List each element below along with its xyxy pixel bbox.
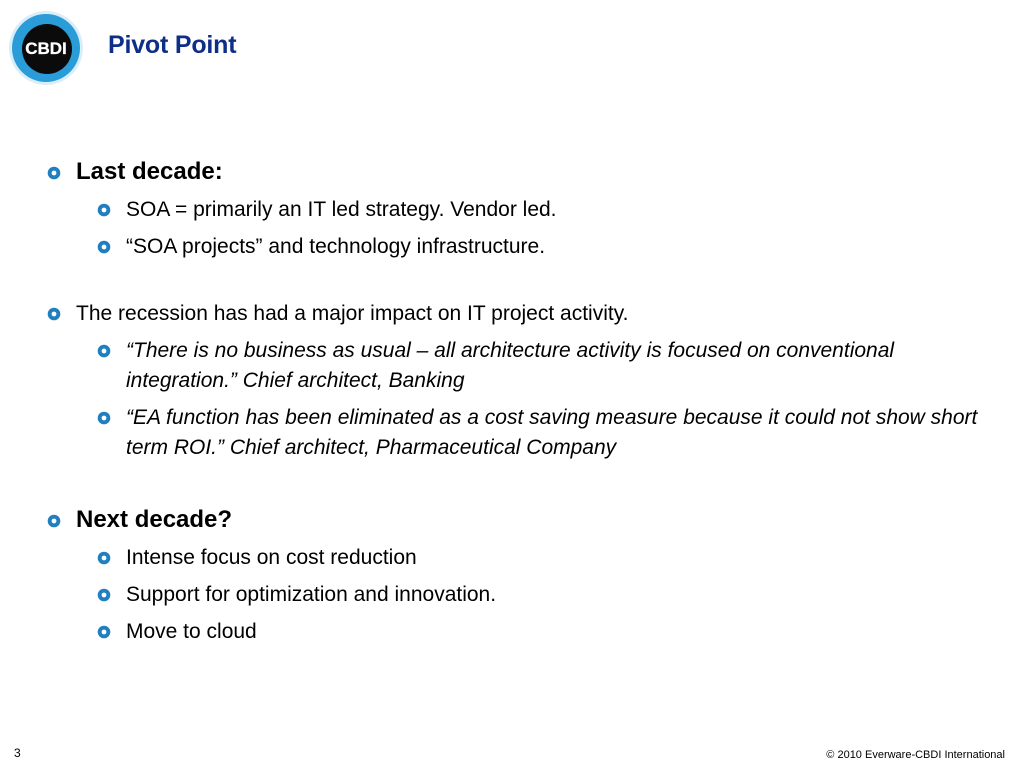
page-number: 3 [14,746,21,760]
bullet-icon [97,551,111,565]
bullet-item: “SOA projects” and technology infrastructure. [126,235,546,258]
quote-item: “There is no business as usual – all architecture activity is focused on conventional integration.” Chief architect, Banking [126,339,895,392]
section-heading: Next decade? [76,506,233,533]
cbdi-logo [7,9,85,87]
bullet-item: Support for optimization and innovation. [126,583,497,606]
bullet-icon [47,307,61,321]
slide-title: Pivot Point [108,31,237,59]
bullet-item: Intense focus on cost reduction [126,546,417,569]
bullet-icon [97,344,111,358]
bullet-icon [97,411,111,425]
bullet-icon [47,166,61,180]
bullet-icon [97,625,111,639]
section-heading: Last decade: [76,158,223,185]
bullet-icon [97,203,111,217]
bullet-item: Move to cloud [126,620,257,643]
bullet-icon [97,588,111,602]
bullet-icon [97,240,111,254]
copyright-notice: © 2010 Everware-CBDI International [826,749,1005,761]
quote-item: “EA function has been eliminated as a cost saving measure because it could not show short term ROI.” Chief architect, Pharmaceutical Company [126,406,978,459]
bullet-item: SOA = primarily an IT led strategy. Vendor led. [126,198,557,221]
logo-text: CBDI [25,39,67,58]
bullet-icon [47,514,61,528]
section-heading: The recession has had a major impact on IT project activity. [76,302,629,325]
